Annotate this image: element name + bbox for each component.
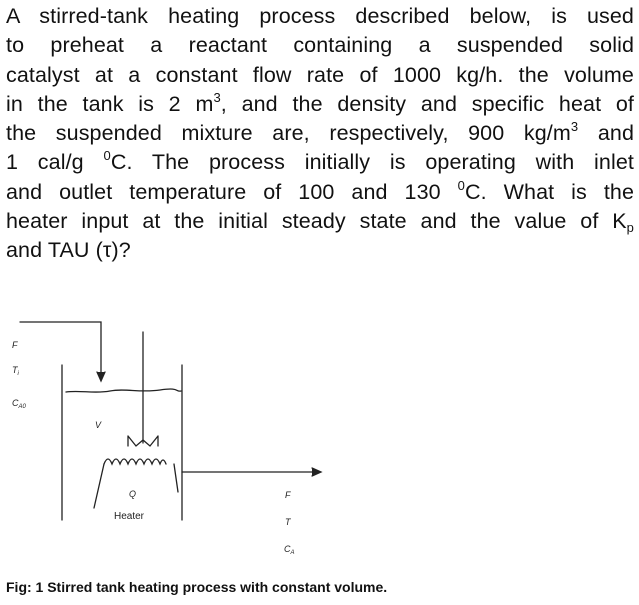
problem-line-3: catalyst at a constant flow rate of 1000 kg/h. the volume — [6, 62, 634, 87]
problem-line-7 — [6, 178, 634, 207]
problem-line-9: and TAU (τ)? — [6, 238, 131, 263]
specific-heat-value-text: 1 cal/g — [6, 150, 104, 175]
degree-superscript: 0 — [103, 148, 111, 164]
liquid-surface — [66, 389, 181, 392]
temperatures-text: and outlet temperature of 100 and 130 — [6, 179, 458, 204]
diagram-labels — [12, 340, 295, 556]
degree-superscript: 0 — [457, 177, 465, 193]
superscript-3: 3 — [570, 119, 579, 135]
heat-input-label: Q — [129, 489, 137, 499]
inlet-arrow-head — [97, 372, 105, 381]
subscript-p: p — [626, 220, 634, 236]
inlet-flow-label: F — [12, 340, 18, 350]
superscript-3: 3 — [213, 89, 221, 105]
inlet-temp-label: $T_i$ — [12, 365, 19, 377]
stirred-tank-diagram — [0, 320, 639, 570]
outlet-temp-label: T — [285, 517, 291, 527]
heater-input-question-text: heater input at the initial steady state and the value of K — [6, 209, 627, 234]
problem-line-8 — [6, 207, 634, 236]
density-value-text: the suspended mixture are, respectively, 900 kg/m — [6, 121, 571, 146]
initial-operation-text: C. The process initially is operating with inlet — [110, 150, 634, 175]
problem-statement — [6, 2, 634, 266]
heater-label: Heater — [114, 511, 145, 522]
and-text: and — [578, 121, 635, 146]
inlet-conc-label: $C_{A0}$ — [12, 398, 26, 410]
problem-line-1: A stirred-tank heating process described below, is used — [6, 4, 634, 28]
problem-line-4 — [6, 90, 634, 119]
heater-lead-right — [174, 464, 178, 492]
outlet-arrow-head — [312, 468, 321, 476]
question-text: C. What is the — [464, 179, 635, 204]
problem-line-5 — [6, 119, 634, 148]
inlet-pipe — [20, 322, 101, 380]
heater-coil — [104, 459, 166, 464]
density-specific-heat-text: , and the density and specific heat of — [220, 91, 634, 116]
outlet-flow-label: F — [285, 490, 291, 500]
volume-label: V — [95, 420, 102, 430]
problem-line-2: to preheat a reactant containing a suspended solid — [6, 33, 634, 58]
outlet-conc-label: $C_A$ — [284, 544, 295, 556]
figure-caption: Fig: 1 Stirred tank heating process with constant volume. — [6, 579, 388, 595]
heater-lead-left — [94, 464, 104, 508]
problem-line-6 — [6, 148, 634, 177]
tank-volume-text: in the tank is 2 m — [6, 91, 214, 116]
